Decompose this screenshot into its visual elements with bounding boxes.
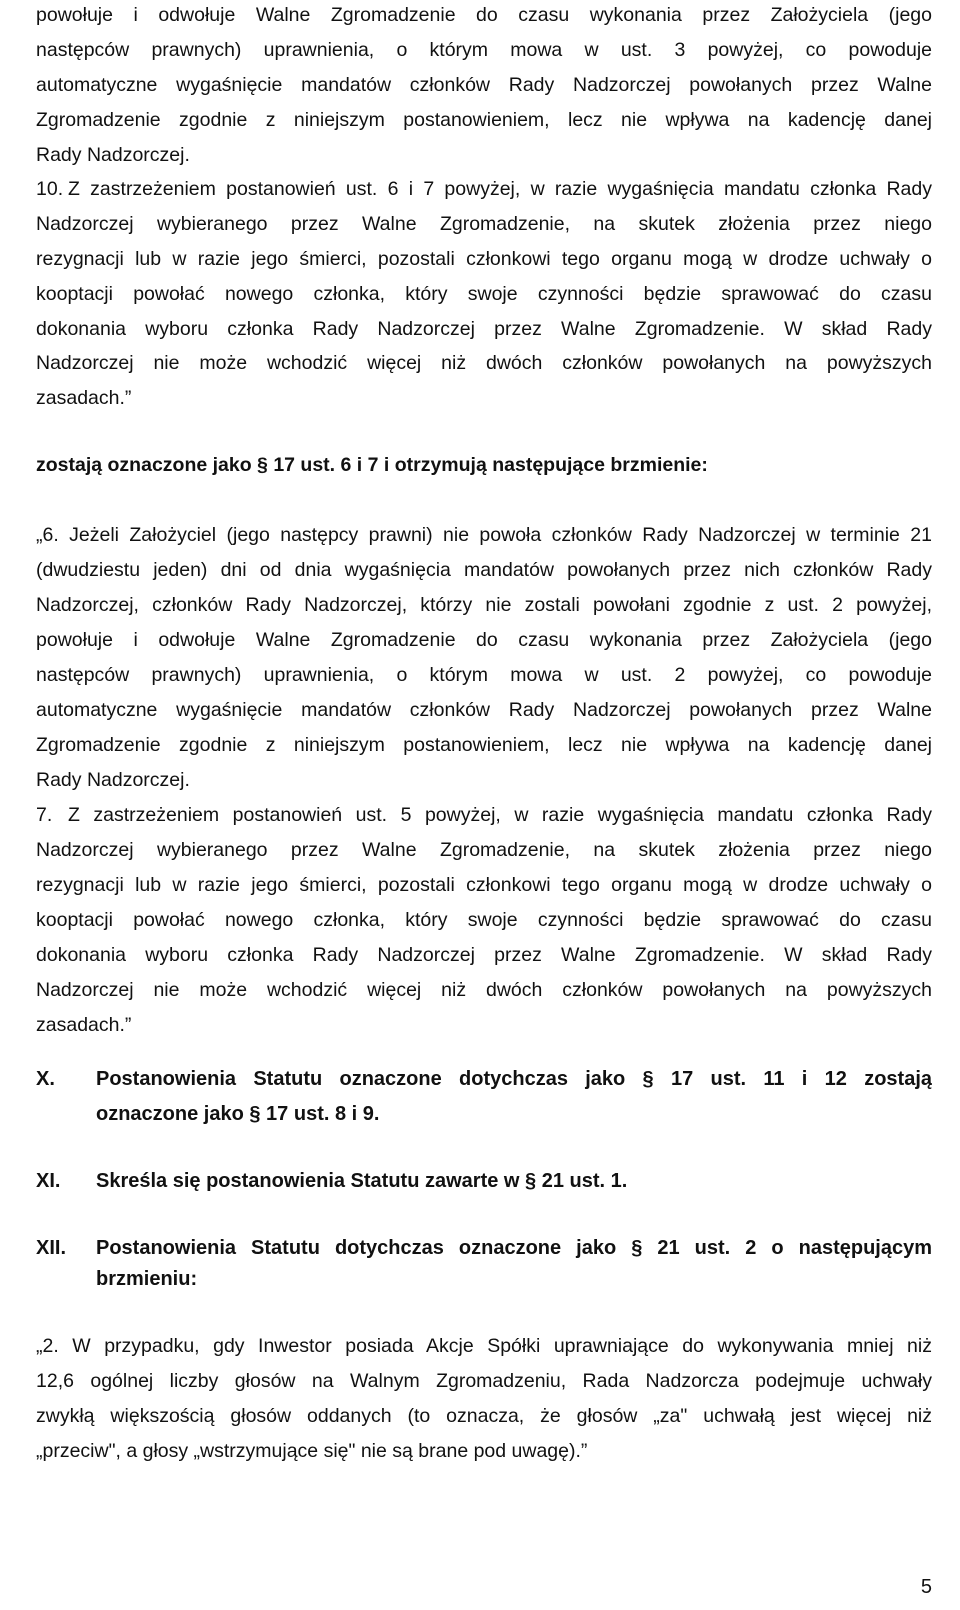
text-line: Z zastrzeżeniem postanowień ust. 5 powyżej, w razie wygaśnięcia mandatu członka Rady [68,804,932,826]
text-line: rezygnacji lub w razie jego śmierci, pozostali członkowi tego organu mogą w drodze uchwały o [36,248,932,270]
text-line: Nadzorczej wybieranego przez Walne Zgromadzenie, na skutek złożenia przez niego [36,213,932,235]
text-line: kooptacji powołać nowego członka, który swoje czynności będzie sprawować do czasu [36,909,932,931]
text-line: Zgromadzenie zgodnie z niniejszym postanowieniem, lecz nie wpływa na kadencję danej [36,109,932,131]
text-line: Z zastrzeżeniem postanowień ust. 6 i 7 powyżej, w razie wygaśnięcia mandatu członka Rady [68,178,932,200]
text-line: powołuje i odwołuje Walne Zgromadzenie do czasu wykonania przez Założyciela (jego [36,4,932,26]
section-text-line: Postanowienia Statutu dotychczas oznaczone jako § 21 ust. 2 o następującym [96,1237,932,1259]
page-number: 5 [920,1576,932,1598]
text-line: następców prawnych) uprawnienia, o którym mowa w ust. 2 powyżej, co powoduje [36,664,932,686]
text-line: Zgromadzenie zgodnie z niniejszym postanowieniem, lecz nie wpływa na kadencję danej [36,734,932,756]
text-line: Nadzorczej wybieranego przez Walne Zgromadzenie, na skutek złożenia przez niego [36,839,932,861]
text-line: Nadzorczej, członków Rady Nadzorczej, którzy nie zostali powołani zgodnie z ust. 2 powyżej, [36,594,932,616]
amendment-heading: zostają oznaczone jako § 17 ust. 6 i 7 i otrzymują następujące brzmienie: [36,454,708,476]
text-line: następców prawnych) uprawnienia, o którym mowa w ust. 3 powyżej, co powoduje [36,39,932,61]
section-number: XI. [36,1170,61,1192]
text-line: (dwudziestu jeden) dni od dnia wygaśnięcia mandatów powołanych przez nich członków Rady [36,559,932,581]
text-line: zwykłą większością głosów oddanych (to oznacza, że głosów „za" uchwałą jest więcej niż [36,1405,932,1427]
text-line: „przeciw", a głosy „wstrzymujące się" nie są brane pod uwagę).” [36,1440,588,1462]
text-line: dokonania wyboru członka Rady Nadzorczej przez Walne Zgromadzenie. W skład Rady [36,318,932,340]
text-line: automatyczne wygaśnięcie mandatów członków Rady Nadzorczej powołanych przez Walne [36,699,932,721]
section-text-line: brzmieniu: [96,1268,198,1290]
text-line: zasadach.” [36,1014,132,1036]
text-line: Rady Nadzorczej. [36,144,190,166]
text-line: kooptacji powołać nowego członka, który swoje czynności będzie sprawować do czasu [36,283,932,305]
text-line: Nadzorczej nie może wchodzić więcej niż dwóch członków powołanych na powyższych [36,352,932,374]
text-line: dokonania wyboru członka Rady Nadzorczej przez Walne Zgromadzenie. W skład Rady [36,944,932,966]
item-number: 10. [36,178,64,200]
text-line: Nadzorczej nie może wchodzić więcej niż dwóch członków powołanych na powyższych [36,979,932,1001]
section-number: X. [36,1068,55,1090]
section-text-line: oznaczone jako § 17 ust. 8 i 9. [96,1103,380,1125]
section-text-line: Postanowienia Statutu oznaczone dotychczas jako § 17 ust. 11 i 12 zostają [96,1068,932,1090]
text-line: zasadach.” [36,387,132,409]
section-text-line: Skreśla się postanowienia Statutu zawarte w § 21 ust. 1. [96,1170,628,1192]
text-line: „6. Jeżeli Założyciel (jego następcy prawni) nie powoła członków Rady Nadzorczej w terminie 21 [36,524,932,546]
item-number: 7. [36,804,53,826]
text-line: Rady Nadzorczej. [36,769,190,791]
section-number: XII. [36,1237,67,1259]
text-line: rezygnacji lub w razie jego śmierci, pozostali członkowi tego organu mogą w drodze uchwały o [36,874,932,896]
text-line: „2. W przypadku, gdy Inwestor posiada Akcje Spółki uprawniające do wykonywania mniej niż [36,1335,932,1357]
text-line: automatyczne wygaśnięcie mandatów członków Rady Nadzorczej powołanych przez Walne [36,74,932,96]
text-line: powołuje i odwołuje Walne Zgromadzenie do czasu wykonania przez Założyciela (jego [36,629,932,651]
text-line: 12,6 ogólnej liczby głosów na Walnym Zgromadzeniu, Rada Nadzorcza podejmuje uchwały [36,1370,932,1392]
